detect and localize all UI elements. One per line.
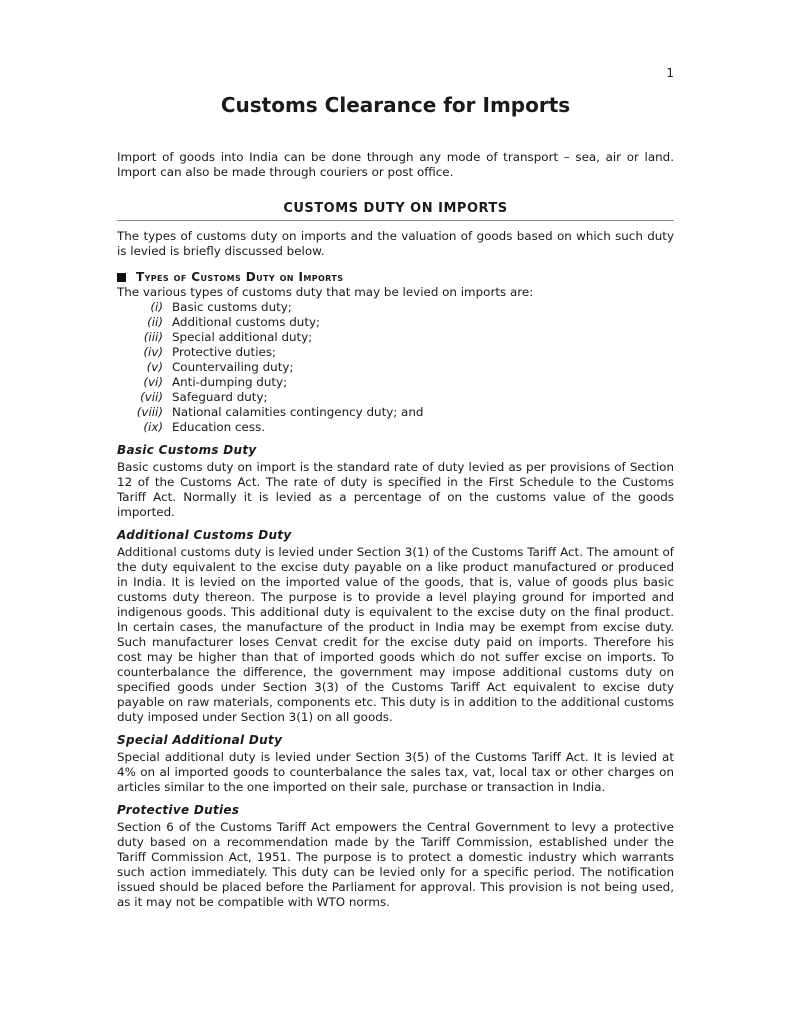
list-item-number: (iii) [143,330,163,344]
list-item-text: Additional customs duty; [172,315,321,329]
list-item-text: Anti-dumping duty; [172,375,288,389]
list-item [117,360,674,375]
types-lead-paragraph: The various types of customs duty that may be levied on imports are: [117,285,534,299]
list-item [117,300,674,315]
list-item-number: (vi) [143,375,163,389]
intro-paragraph: Import of goods into India can be done through any mode of transport – sea, air or land. Import can also be made through couriers or post office. [117,150,674,179]
section-intro-paragraph: The types of customs duty on imports and the valuation of goods based on which such duty is levied is briefly discussed below. [117,229,674,258]
protective-duties-paragraph: Section 6 of the Customs Tariff Act empowers the Central Government to levy a protective duty based on a recommendation made by the Tariff Commission, established under the Tariff Commission Act, 1951. The purpose is to protect a domestic industry which warrants such action immediately. This duty can be levied only for a specific period. The notification issued should be placed before the Parliament for approval. This provision is not being used, as it may not be compatible with WTO norms. [117,820,674,909]
basic-duty-paragraph: Basic customs duty on import is the standard rate of duty levied as per provisions of Section 12 of the Customs Act. The rate of duty is specified in the First Schedule to the Customs Tariff Act. Normally it is levied as a percentage of on the customs value of the goods imported. [117,460,674,519]
list-item-text: Basic customs duty; [172,300,292,314]
list-item [117,420,674,435]
list-item-text: Safeguard duty; [172,390,268,404]
list-item-number: (ii) [147,315,163,329]
types-subheading-text: Types of Customs Duty on Imports [136,270,344,284]
section-heading: CUSTOMS DUTY ON IMPORTS [117,200,674,221]
list-item-number: (vii) [140,390,163,404]
list-item [117,390,674,405]
list-item-text: Education cess. [172,420,266,434]
page-number: 1 [666,66,674,80]
square-bullet-icon [117,273,126,282]
list-item [117,375,674,390]
list-item [117,315,674,330]
list-item [117,345,674,360]
list-item-text: National calamities contingency duty; and [172,405,424,419]
list-item-text: Protective duties; [172,345,277,359]
basic-duty-heading: Basic Customs Duty [117,443,257,457]
special-duty-paragraph: Special additional duty is levied under Section 3(5) of the Customs Tariff Act. It is levied at 4% on al imported goods to counterbalance the sales tax, vat, local tax or other charges on articles similar to the one imported on their sale, purchase or transaction in India. [117,750,674,794]
list-item-number: (iv) [143,345,163,359]
list-item-number: (i) [150,300,163,314]
list-item-text: Countervailing duty; [172,360,294,374]
list-item [117,405,674,420]
list-item-number: (ix) [143,420,163,434]
special-duty-heading: Special Additional Duty [117,733,283,747]
additional-duty-heading: Additional Customs Duty [117,528,292,542]
document-title: Customs Clearance for Imports [220,93,571,117]
additional-duty-paragraph: Additional customs duty is levied under Section 3(1) of the Customs Tariff Act. The amount of the duty equivalent to the excise duty payable on a like product manufactured or produced in India. It is levied on the imported value of the goods, that is, value of goods plus basic customs duty thereon. The purpose is to provide a level playing ground for imported and indigenous goods. This additional duty is equivalent to the excise duty on the final product. In certain cases, the manufacture of the product in India may be exempt from excise duty. Such manufacturer loses Cenvat credit for the excise duty paid on imports. Therefore his cost may be higher than that of imported goods which do not suffer excise on imports. To counterbalance the difference, the government may impose additional customs duty on specified goods under Section 3(3) of the Customs Tariff Act equivalent to excise duty payable on raw materials, components etc. This duty is in addition to the additional customs duty imposed under Section 3(1) on all goods. [117,545,674,724]
types-subheading [117,270,674,285]
list-item-number: (viii) [136,405,163,419]
list-item-number: (v) [146,360,163,374]
duty-types-list [117,300,674,435]
list-item [117,330,674,345]
protective-duties-heading: Protective Duties [117,803,240,817]
document-body [117,92,674,910]
list-item-text: Special additional duty; [172,330,313,344]
